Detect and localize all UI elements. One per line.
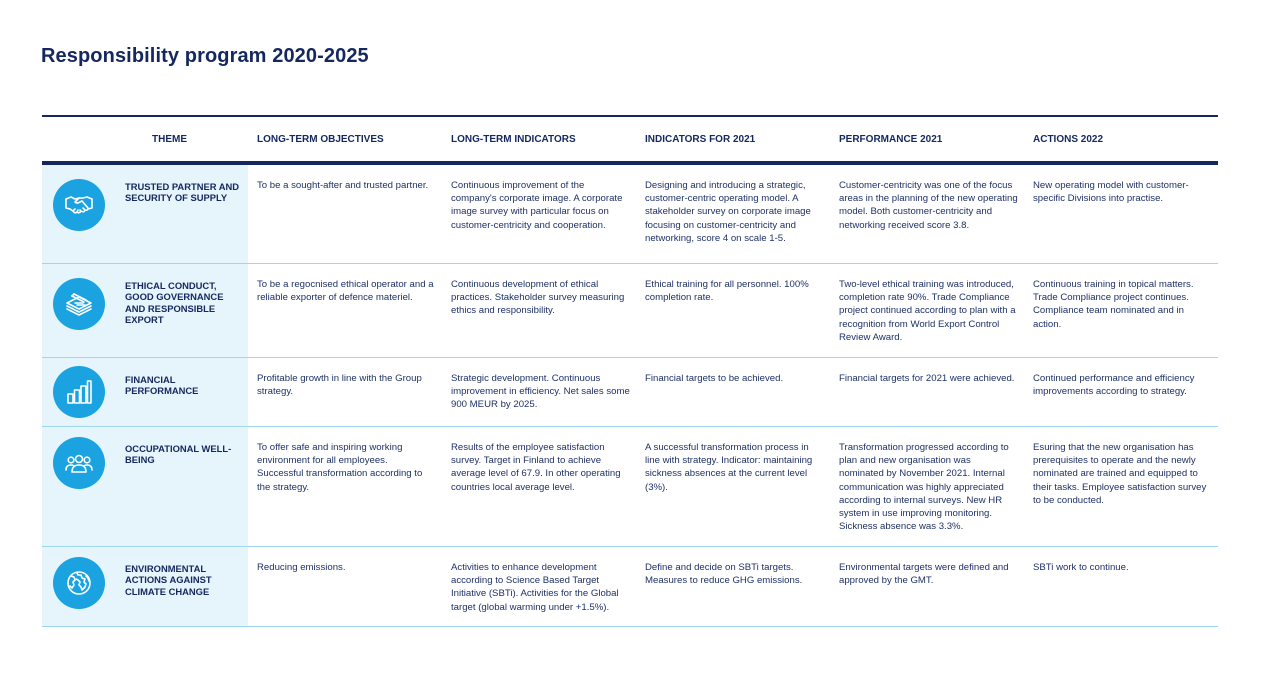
row-icon-cell [42, 264, 116, 357]
header-indicators: LONG-TERM INDICATORS [451, 133, 576, 145]
handshake-icon [53, 179, 105, 231]
row-performance-2021: Financial targets for 2021 were achieved. [839, 373, 1015, 384]
header-actions-2022: ACTIONS 2022 [1033, 133, 1104, 145]
header-objectives: LONG-TERM OBJECTIVES [257, 133, 384, 145]
header-indicators-2021: INDICATORS FOR 2021 [645, 133, 756, 145]
row-objectives: To be a regocnised ethical operator and a reliable exporter of defence materiel. [257, 279, 434, 304]
row-indicators-2021: Financial targets to be achieved. [645, 373, 784, 384]
row-indicators: Activities to enhance development according to Science Based Target Initiative (SBTi). Activities for the Global target (global warming under +1.5%). [451, 562, 619, 613]
table-row [42, 547, 1218, 627]
row-indicators-2021: Define and decide on SBTi targets. Measures to reduce GHG emissions. [645, 562, 803, 587]
people-group-icon [53, 437, 105, 489]
table-row [42, 165, 1218, 264]
row-indicators: Strategic development. Continuous improvement in efficiency. Net sales some 900 MEUR by 2025. [451, 373, 630, 411]
row-objectives: Profitable growth in line with the Group strategy. [257, 373, 422, 398]
bar-chart-icon [53, 366, 105, 418]
header-theme: THEME [152, 133, 187, 145]
row-theme: TRUSTED PARTNER AND SECURITY OF SUPPLY [116, 165, 248, 263]
row-icon-cell [42, 427, 116, 546]
row-actions-2022: Continued performance and efficiency improvements according to strategy. [1033, 373, 1195, 398]
table-header [42, 117, 1218, 165]
row-indicators-2021: Designing and introducing a strategic, customer-centric operating model. A stakeholder survey on corporate image focusing on customer-centricity and networking, score 4 on scale 1-5. [645, 180, 811, 244]
row-performance-2021: Customer-centricity was one of the focus areas in the planning of the new operating model. Both customer-centricity and networking received score 3.8. [839, 180, 1018, 231]
row-actions-2022: Continuous training in topical matters. Trade Compliance project continues. Compliance team nominated and in action. [1033, 279, 1194, 330]
documents-icon [53, 278, 105, 330]
table-row [42, 264, 1218, 358]
row-objectives: To be a sought-after and trusted partner. [257, 180, 429, 191]
row-icon-cell [42, 358, 116, 426]
row-actions-2022: New operating model with customer-specific Divisions into practise. [1033, 180, 1189, 205]
table-row [42, 427, 1218, 547]
row-theme: ETHICAL CONDUCT, GOOD GOVERNANCE AND RESPONSIBLE EXPORT [116, 264, 248, 357]
responsibility-table [42, 115, 1218, 627]
row-indicators: Continuous improvement of the company's corporate image. A corporate image survey with particular focus on customer-centricity and cooperation. [451, 180, 623, 231]
row-indicators: Results of the employee satisfaction survey. Target in Finland to achieve average level of 67.9. In other operating countries local average level. [451, 442, 621, 493]
row-indicators: Continuous development of ethical practices. Stakeholder survey measuring ethics and responsibility. [451, 279, 625, 317]
row-performance-2021: Two-level ethical training was introduced, completion rate 90%. Trade Compliance project continued according to plan with a recognition from World Export Control Review Award. [839, 279, 1016, 343]
table-row [42, 358, 1218, 427]
row-theme: ENVIRONMENTAL ACTIONS AGAINST CLIMATE CHANGE [116, 547, 248, 626]
globe-icon [53, 557, 105, 609]
row-performance-2021: Environmental targets were defined and approved by the GMT. [839, 562, 1009, 587]
row-actions-2022: Esuring that the new organisation has prerequisites to operate and the newly nominated are trained and equipped to their tasks. Employee satisfaction survey to be conducted. [1033, 442, 1207, 506]
row-theme: OCCUPATIONAL WELL-BEING [116, 427, 248, 546]
row-performance-2021: Transformation progressed according to plan and new organisation was nominated by November 2021. Internal communication was highly appreciated according to internal surveys. New HR system in use improving monitoring. Sickness absence was 3.3%. [839, 442, 1009, 533]
row-actions-2022: SBTi work to continue. [1033, 562, 1129, 573]
row-objectives: Reducing emissions. [257, 562, 346, 573]
row-theme: FINANCIAL PERFORMANCE [116, 358, 248, 426]
row-indicators-2021: Ethical training for all personnel. 100% completion rate. [645, 279, 809, 304]
row-indicators-2021: A successful transformation process in line with strategy. Indicator: maintaining sickness absences at the current level (3%). [645, 442, 813, 493]
row-objectives: To offer safe and inspiring working environment for all employees. Successful transformation according to the strategy. [257, 442, 423, 493]
row-icon-cell [42, 165, 116, 263]
page-title: Responsibility program 2020-2025 [41, 45, 369, 67]
header-performance-2021: PERFORMANCE 2021 [839, 133, 943, 145]
row-icon-cell [42, 547, 116, 626]
